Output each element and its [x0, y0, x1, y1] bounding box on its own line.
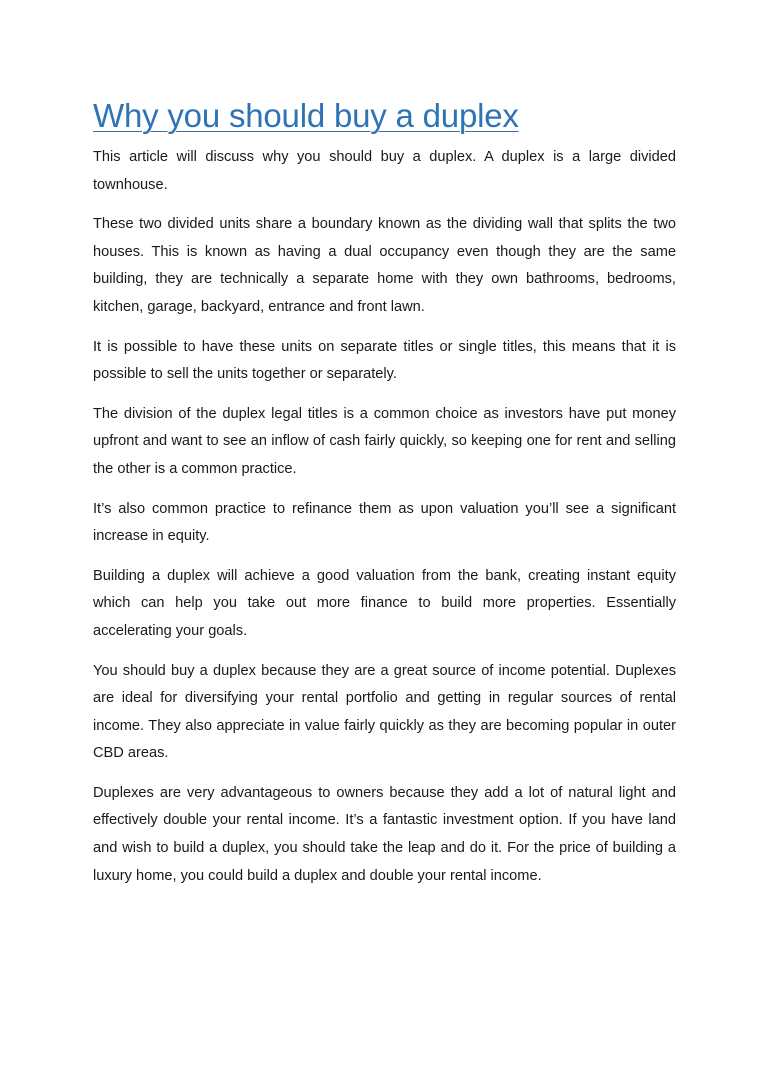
paragraph-income-potential: You should buy a duplex because they are a great source of income potential. Duplexes are ideal for diversifying your rental portfolio and getting in regular sources of rental income. They also appreciate in value fairly quickly as they are becoming popular in outer CBD areas.: [93, 662, 676, 762]
paragraph-dividing-wall: These two divided units share a boundary known as the dividing wall that splits the two houses. This is known as having a dual occupancy even though they are the same building, they are technically a separate home with they own bathrooms, bedrooms, kitchen, garage, backyard, entrance and front lawn.: [93, 216, 676, 315]
paragraph-valuation: Building a duplex will achieve a good valuation from the bank, creating instant equity which can help you take out more finance to build more properties. Essentially accelerating your goals.: [93, 567, 676, 639]
paragraph-refinance: It’s also common practice to refinance them as upon valuation you’ll see a significant increase in equity.: [93, 500, 676, 545]
paragraph-intro: This article will discuss why you should buy a duplex. A duplex is a large divided townhouse.: [93, 149, 676, 193]
paragraph-advantages: Duplexes are very advantageous to owners because they add a lot of natural light and effectively double your rental income. It’s a fantastic investment option. If you have land and wish to build a duplex, you should take the leap and do it. For the price of building a luxury home, you could build a duplex and double your rental income.: [93, 784, 676, 884]
paragraph-titles: It is possible to have these units on separate titles or single titles, this means that it is possible to sell the units together or separately.: [93, 338, 676, 383]
document-title: Why you should buy a duplex: [93, 97, 519, 134]
document-page: [93, 94, 676, 902]
paragraph-legal-titles: The division of the duplex legal titles is a common choice as investors have put money upfront and want to see an inflow of cash fairly quickly, so keeping one for rent and selling the other is a common practice.: [93, 405, 676, 477]
